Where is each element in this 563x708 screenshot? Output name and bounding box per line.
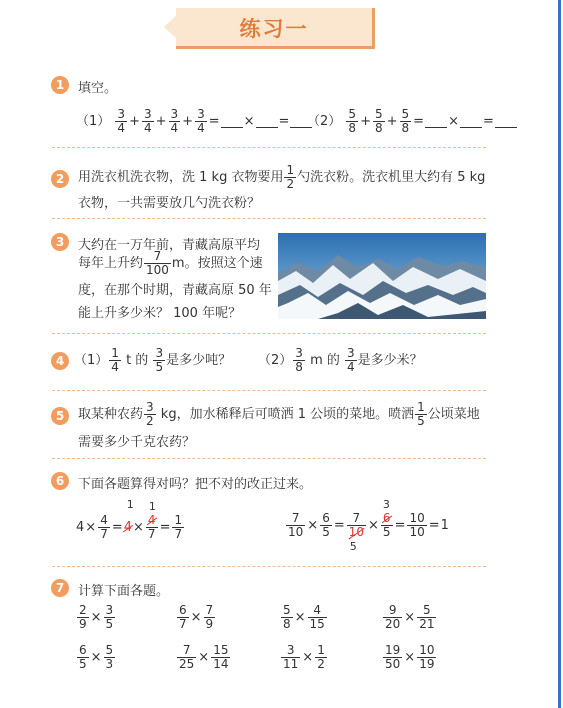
multiplication-problem xyxy=(176,644,231,671)
fraction: $\frac{3}{4}$ xyxy=(117,107,126,135)
fraction: $\frac{1}{2}$ xyxy=(286,163,295,191)
multiplication-problem xyxy=(280,604,328,631)
times-sign: × xyxy=(190,610,202,625)
fraction: 1 4 7 xyxy=(147,500,156,541)
page-title: 练习一 xyxy=(239,16,309,41)
multiplication-problem xyxy=(176,604,216,631)
q3-line2: 每年上升约 $\frac{7}{100}$ m。按照这个速 xyxy=(78,249,263,277)
fraction: $\frac{10}{19}$ xyxy=(419,643,435,671)
divider xyxy=(52,390,486,391)
divider xyxy=(52,147,486,148)
q1-part1: （1） $\frac{3}{4}$ + $\frac{3}{4}$ + $\frac{3}{4}$ + $\frac{3}{4}$ = × = xyxy=(76,108,312,135)
times-sign: × xyxy=(302,650,314,665)
fraction: $\frac{3}{11}$ xyxy=(283,643,299,671)
q1-part2-label: （2） xyxy=(307,114,342,129)
q4-part1: （1） $\frac{1}{4}$ t 的 $\frac{3}{5}$ 是多少吨？ xyxy=(74,346,232,374)
divider xyxy=(52,333,486,334)
fraction: $\frac{7}{10}$ xyxy=(288,511,304,539)
fraction: $\frac{5}{8}$ xyxy=(401,107,410,135)
multiplication-problem xyxy=(382,644,437,671)
fraction: $\frac{3}{4}$ xyxy=(143,107,152,135)
times-sign: × xyxy=(404,650,416,665)
question-number-2: 2 xyxy=(51,170,69,188)
q1-part1-label: （1） xyxy=(76,114,111,129)
fraction: 3 6 5 xyxy=(382,498,391,539)
fraction: $\frac{10}{10}$ xyxy=(409,511,425,539)
question-number-4: 4 xyxy=(51,352,69,370)
q5-line1: 取某种农药 $\frac{3}{2}$ kg，加水稀释后可喷洒 1 公顷的菜地。喷洒 $\frac{1}{5}$ 公顷菜地 xyxy=(78,400,480,428)
question-number-3: 3 xyxy=(51,233,69,251)
q3-line1: 大约在一万年前，青藏高原平均 xyxy=(78,238,261,253)
page-border xyxy=(558,0,561,708)
fraction: $\frac{2}{9}$ xyxy=(79,603,87,631)
multiplication-problem xyxy=(280,644,328,671)
multiplication-problem xyxy=(76,604,116,631)
answer-blank[interactable] xyxy=(495,115,517,128)
q2-line2: 衣物，一共需要放几勺洗衣粉？ xyxy=(78,196,261,211)
divider xyxy=(52,218,486,219)
fraction: $\frac{7}{25}$ xyxy=(179,643,195,671)
fraction: $\frac{3}{5}$ xyxy=(155,346,164,374)
divider xyxy=(52,566,486,567)
fraction: $\frac{3}{2}$ xyxy=(146,400,154,428)
q6-expression-1: 4× $\frac{4}{7}$ = 1 4× 1 4 7 = $\frac{1}{7}$ xyxy=(76,498,183,541)
fraction: $\frac{6}{7}$ xyxy=(179,603,187,631)
fraction: $\frac{4}{15}$ xyxy=(309,603,325,631)
fraction: $\frac{3}{4}$ xyxy=(197,107,205,135)
fraction: $\frac{5}{8}$ xyxy=(283,603,291,631)
fraction: $\frac{6}{5}$ xyxy=(79,643,87,671)
fraction: $\frac{5}{3}$ xyxy=(105,643,114,671)
question-number-5: 5 xyxy=(51,407,69,425)
fraction: $\frac{19}{50}$ xyxy=(385,643,401,671)
fraction: $\frac{6}{5}$ xyxy=(322,511,330,539)
fraction: $\frac{3}{4}$ xyxy=(347,346,355,374)
q3-line4: 能上升多少米？ 100 年呢？ xyxy=(78,306,242,321)
fraction: $\frac{1}{2}$ xyxy=(317,643,325,671)
q6-expression-2: $\frac{7}{10}$ × $\frac{6}{5}$ = 7 10 5 × 3 6 5 = $\frac{10}{10}$ =1 xyxy=(288,498,449,553)
answer-blank[interactable] xyxy=(460,115,482,128)
canceled-product: 1 4 xyxy=(123,498,134,535)
answer-blank[interactable] xyxy=(221,115,243,128)
times-sign: × xyxy=(198,650,210,665)
times-sign: × xyxy=(294,610,306,625)
answer-blank[interactable] xyxy=(425,115,447,128)
fraction: $\frac{1}{5}$ xyxy=(417,400,425,428)
fraction: 7 10 5 xyxy=(348,511,365,553)
fraction: $\frac{1}{4}$ xyxy=(111,346,119,374)
times-sign: × xyxy=(90,650,102,665)
times-sign: × xyxy=(90,610,102,625)
divider xyxy=(52,458,486,459)
fraction: $\frac{4}{7}$ xyxy=(100,513,108,541)
fraction: $\frac{1}{7}$ xyxy=(174,513,183,541)
q5-line2: 需要多少千克农药？ xyxy=(78,435,196,450)
fraction: $\frac{7}{100}$ xyxy=(146,249,169,277)
fraction: $\frac{15}{14}$ xyxy=(213,643,229,671)
question-number-7: 7 xyxy=(51,579,69,597)
q1-part2: （2） $\frac{5}{8}$ + $\frac{5}{8}$ + $\frac{5}{8}$ = × = xyxy=(307,108,517,135)
answer-blank[interactable] xyxy=(256,115,278,128)
fraction: $\frac{5}{21}$ xyxy=(419,603,435,631)
fraction: $\frac{3}{5}$ xyxy=(105,603,114,631)
q1-instruction: 填空。 xyxy=(78,81,118,96)
fraction: $\frac{9}{20}$ xyxy=(385,603,401,631)
question-number-6: 6 xyxy=(51,472,69,490)
title-banner xyxy=(164,8,374,48)
q2-line1: 用洗衣机洗衣物，洗 1 kg 衣物要用 $\frac{1}{2}$ 勺洗衣粉。洗衣机里大约有 5 kg xyxy=(78,163,486,191)
q3-line3: 度，在那个时期，青藏高原 50 年 xyxy=(78,283,272,298)
snowy-mountains-photo xyxy=(278,233,486,319)
q7-instruction: 计算下面各题。 xyxy=(78,584,170,599)
fraction: $\frac{5}{8}$ xyxy=(348,107,357,135)
fraction: $\frac{3}{8}$ xyxy=(295,346,303,374)
q4-part2: （2） $\frac{3}{8}$ m 的 $\frac{3}{4}$ 是多少米？ xyxy=(258,346,423,374)
fraction: $\frac{5}{8}$ xyxy=(374,107,383,135)
fraction: $\frac{3}{4}$ xyxy=(170,107,179,135)
fraction: $\frac{7}{9}$ xyxy=(205,603,214,631)
q6-instruction: 下面各题算得对吗？把不对的改正过来。 xyxy=(78,477,313,492)
question-number-1: 1 xyxy=(51,76,69,94)
multiplication-problem xyxy=(382,604,437,631)
times-sign: × xyxy=(404,610,416,625)
multiplication-problem xyxy=(76,644,116,671)
